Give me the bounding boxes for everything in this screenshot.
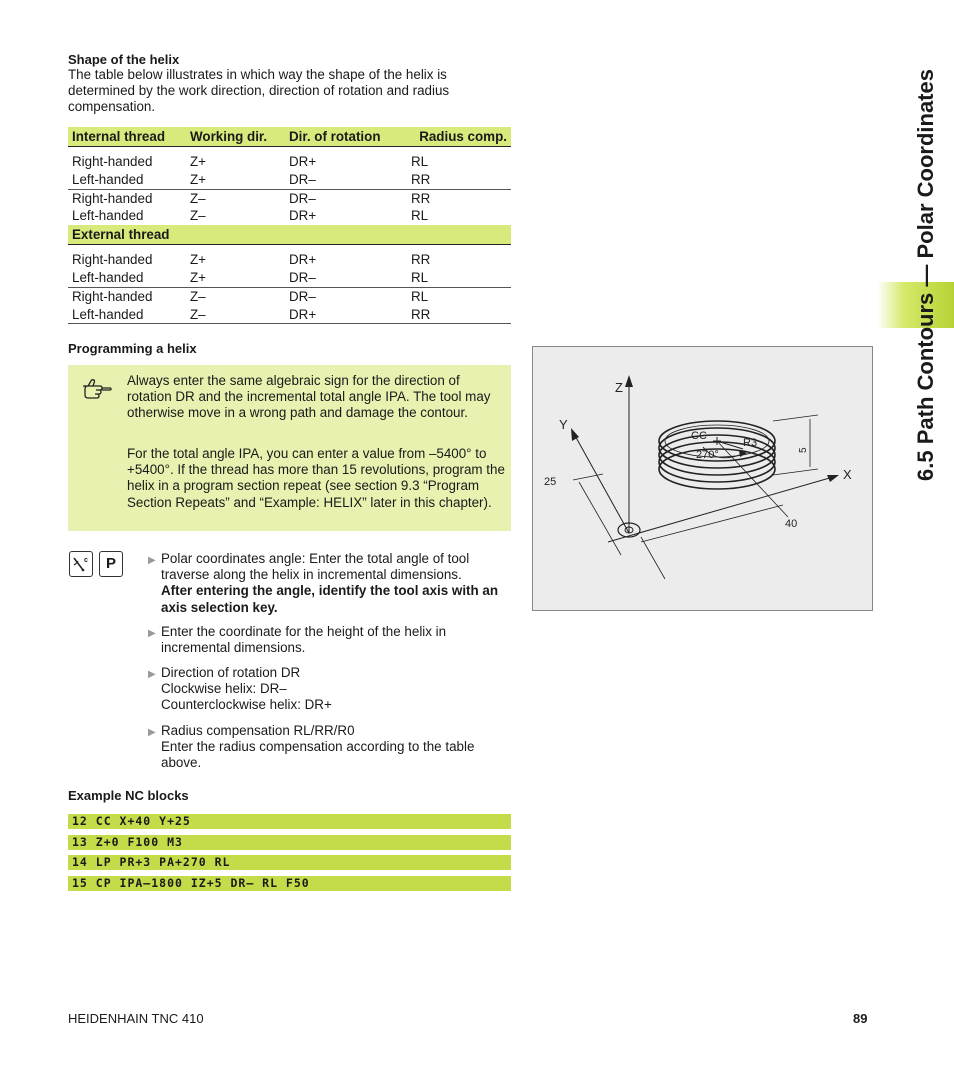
table-cell: Right-handed [72,288,153,304]
dim-x-label: 40 [785,518,798,530]
bullet-triangle-icon: ▶ [148,555,156,566]
table-cell: Z– [190,208,206,224]
page-number: 89 [853,1011,868,1026]
table-cell: RL [407,269,511,287]
step-text: Direction of rotation DR [161,665,301,680]
table-cell: Left-handed [72,208,144,224]
polar-angle-icon [70,552,92,576]
table-header-row [68,127,511,147]
note-paragraph-2: For the total angle IPA, you can enter a value from –5400° to +5400°. If the thread has more than 15 revolutions, program the helix in a program section repeat (see section 9.3 “Program Section Repeats” and “Example: HELIX” later in this chapter). [127,446,505,510]
section-heading-programming: Programming a helix [68,341,197,356]
z-axis-label: Z [615,380,623,395]
cc-label: CC [691,430,707,442]
step-text: Enter the coordinate for the height of the helix in incremental dimensions. [161,624,447,656]
table-subheader-row [68,225,511,245]
external-thread-label: External thread [68,225,511,245]
table-cell: Left-handed [68,306,186,324]
section-heading-shape: Shape of the helix [68,52,180,67]
table-row [68,189,511,207]
table-cell: Z+ [190,252,206,268]
nc-block: 12 CC X+40 Y+25 [68,814,511,829]
step-text: Enter the radius compensation according to the table above. [161,739,475,771]
table-cell: Right-handed [72,252,153,268]
table-cell: Z+ [186,171,285,189]
table-cell: DR– [289,288,316,304]
step-text: Radius compensation RL/RR/R0 [161,723,355,738]
bullet-triangle-icon: ▶ [148,727,156,738]
dim-y-label: 25 [544,476,557,488]
pointing-hand-icon [82,377,112,399]
table-header: Working dir. [186,127,285,147]
note-paragraph-1: Always enter the same algebraic sign for the direction of rotation DR and the incremental total angle IPA. The tool may otherwise move in a wrong path and damage the contour. [127,373,491,421]
table-cell: Z– [186,306,285,324]
height-label: 5 [798,447,809,453]
table-cell: DR– [285,269,407,287]
table-cell: Left-handed [68,269,186,287]
table-cell: RL [411,208,429,224]
table-cell: DR– [285,171,407,189]
table-cell: RR [411,190,431,206]
polar-angle-key[interactable] [69,551,93,577]
bullet-triangle-icon: ▶ [148,669,156,680]
table-cell: RR [411,252,431,268]
section-heading-example: Example NC blocks [68,788,189,803]
table-row [68,153,511,171]
table-row [68,269,511,287]
table-cell: Right-handed [72,190,153,206]
table-header: Dir. of rotation [285,127,407,147]
table-cell: Z– [190,288,206,304]
x-axis-label: X [843,467,852,482]
svg-text:c: c [84,557,88,564]
r3-label: R3 [743,437,758,449]
angle-label: 270° [696,449,719,461]
step-bold-text: After entering the angle, identify the tool axis with an axis selection key. [161,583,499,615]
footer-left: HEIDENHAIN TNC 410 [68,1011,204,1026]
table-cell: Left-handed [68,171,186,189]
y-axis-label: Y [559,417,568,432]
table-row [68,171,511,189]
bullet-triangle-icon: ▶ [148,628,156,639]
table-cell: RL [411,154,429,169]
table-cell: DR+ [289,252,317,268]
table-row [68,306,511,324]
nc-block: 14 LP PR+3 PA+270 RL [68,855,511,870]
table-cell: RR [407,171,511,189]
table-cell: Right-handed [72,154,153,169]
table-cell: Z+ [186,269,285,287]
nc-block: 13 Z+0 F100 M3 [68,835,511,850]
table-header: Internal thread [68,127,186,147]
table-cell: Z+ [190,154,206,169]
table-cell: RR [407,306,511,324]
note-box [68,365,511,531]
step-item [148,723,510,772]
step-text: Counterclockwise helix: DR+ [161,697,332,713]
table-cell: Z– [190,190,206,206]
table-cell: DR– [289,190,316,206]
table-cell: DR+ [289,208,317,224]
polar-p-key[interactable]: P [99,551,123,577]
step-item [148,551,510,616]
step-item [148,665,510,714]
table-row [68,251,511,269]
step-text: Polar coordinates angle: Enter the total angle of tool traverse along the helix in incremental dimensions. [161,551,470,583]
table-cell: RL [411,288,429,304]
nc-block: 15 CP IPA–1800 IZ+5 DR– RL F50 [68,876,511,891]
table-cell: DR+ [289,154,317,169]
chapter-title: 6.5 Path Contours — Polar Coordinates [913,69,938,481]
table-header: Radius comp. [407,127,511,147]
table-cell: DR+ [285,306,407,324]
table-row [68,287,511,305]
intro-paragraph: The table below illustrates in which way the shape of the helix is determined by the work direction, direction of rotation and radius compensation. [68,67,450,115]
table-row [68,207,511,225]
helix-table [68,127,511,324]
helix-diagram [532,346,873,611]
step-text: Clockwise helix: DR– [161,681,287,697]
step-item [148,624,510,656]
